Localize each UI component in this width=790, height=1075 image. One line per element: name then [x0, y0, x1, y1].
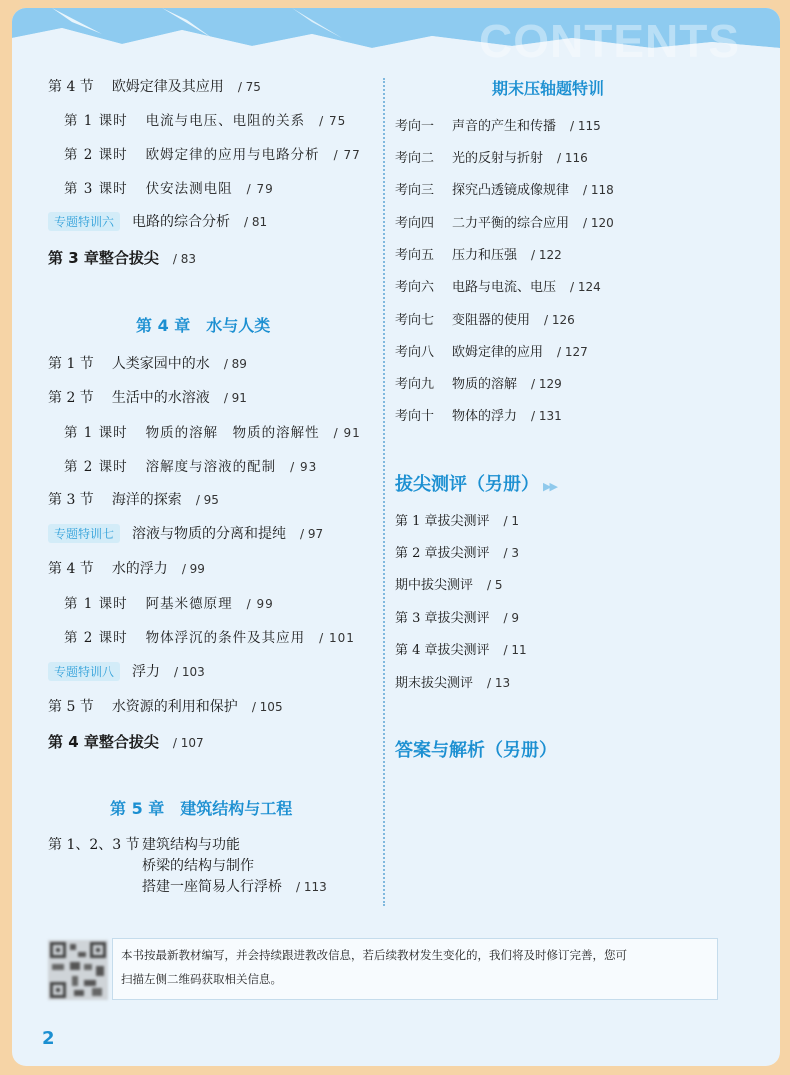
- lesson-label: 第 2 课时: [64, 459, 128, 475]
- toc-c4s4-lesson-1[interactable]: [64, 592, 274, 612]
- test-item-1[interactable]: [395, 510, 519, 529]
- page-ref: / 75: [319, 114, 347, 128]
- toc-chapter-4-summary[interactable]: [48, 731, 204, 752]
- page-ref: / 99: [246, 597, 274, 611]
- test-title: 期中拔尖测评: [395, 578, 474, 593]
- notice-line-1: 本书按最新教材编写，并会持续跟进教改信息，若后续教材发生变化的，我们将及时修订完善，您可: [121, 948, 627, 962]
- special-training-tag: 专题特训六: [48, 212, 120, 231]
- page-ref: / 89: [223, 357, 247, 371]
- page-ref: / 93: [290, 460, 318, 474]
- final-item-7[interactable]: [395, 309, 575, 328]
- toc-c5-title-1[interactable]: 建筑结构与功能: [142, 837, 240, 853]
- lesson-label: 第 1 课时: [64, 425, 128, 441]
- page-ref: / 91: [223, 391, 247, 405]
- test-heading-text: 拔尖测评（另册）: [395, 474, 539, 495]
- page-ref: / 103: [174, 665, 205, 679]
- lesson-title: 阿基米德原理: [145, 596, 233, 612]
- toc-c4s4-lesson-2[interactable]: [64, 626, 355, 646]
- page-ref: / 126: [544, 313, 575, 327]
- section-title: 水的浮力: [111, 561, 168, 577]
- page-ref: / 81: [244, 215, 268, 229]
- item-label: 考向四: [395, 216, 435, 231]
- chapter-summary-title: 第 3 章整合拔尖: [48, 249, 159, 267]
- test-item-3[interactable]: [395, 574, 503, 593]
- toc-c5-title-2[interactable]: 桥梁的结构与制作: [142, 858, 254, 874]
- section-label: 第 2 节: [48, 390, 94, 406]
- item-title: 欧姆定律的应用: [452, 345, 544, 360]
- test-title: 第 1 章拔尖测评: [395, 514, 490, 529]
- toc-c4-section-3[interactable]: [48, 489, 219, 509]
- page-ref: / 83: [172, 252, 197, 266]
- update-notice-box: [112, 938, 718, 1000]
- page-ref: / 77: [333, 148, 361, 162]
- test-title: 第 2 章拔尖测评: [395, 546, 490, 561]
- page-ref: / 75: [237, 80, 261, 94]
- chapter-summary-title: 第 4 章整合拔尖: [48, 733, 159, 751]
- page-ref: / 11: [503, 643, 527, 657]
- page-ref: / 105: [251, 700, 283, 714]
- item-label: 考向十: [395, 409, 435, 424]
- test-item-5[interactable]: [395, 639, 527, 658]
- page-ref: / 91: [333, 426, 361, 440]
- qr-code-image: [48, 940, 108, 1000]
- section-title: 欧姆定律及其应用: [111, 79, 224, 95]
- final-item-1[interactable]: [395, 115, 601, 134]
- item-title: 物体的浮力: [452, 409, 518, 424]
- page-ref: / 13: [487, 676, 511, 690]
- special-training-tag: 专题特训八: [48, 662, 120, 681]
- page-ref: / 99: [181, 562, 205, 576]
- toc-c4-section-1[interactable]: [48, 353, 247, 373]
- item-title: 探究凸透镜成像规律: [452, 183, 570, 198]
- special-title: 浮力: [132, 664, 161, 680]
- answer-heading: 答案与解析（另册）: [395, 740, 557, 761]
- section-label: 第 1 节: [48, 356, 94, 372]
- item-title: 电路与电流、电压: [452, 280, 557, 295]
- item-label: 考向三: [395, 183, 435, 198]
- final-item-4[interactable]: [395, 212, 614, 231]
- page-ref: / 95: [195, 493, 219, 507]
- page-ref: / 107: [172, 736, 204, 750]
- toc-c5-title-3[interactable]: [142, 876, 327, 896]
- final-item-2[interactable]: [395, 147, 588, 166]
- test-heading: [395, 470, 556, 496]
- lesson-title: 伏安法测电阻: [145, 181, 233, 197]
- page-ref: / 9: [503, 611, 520, 625]
- test-title: 期末拔尖测评: [395, 676, 474, 691]
- page-number: 2: [42, 1028, 55, 1049]
- section-label: 第 3 节: [48, 492, 94, 508]
- lesson-label: 第 2 课时: [64, 147, 128, 163]
- chapter-5-heading: 第 5 章 建筑结构与工程: [110, 799, 293, 818]
- section-label: 第 5 节: [48, 699, 94, 715]
- lesson-label: 第 1 课时: [64, 113, 128, 129]
- final-training-heading: 期末压轴题特训: [492, 79, 605, 98]
- toc-c4-section-4[interactable]: [48, 558, 205, 578]
- item-label: 考向九: [395, 377, 435, 392]
- toc-lesson-1[interactable]: [64, 109, 346, 129]
- page-ref: / 1: [503, 514, 520, 528]
- item-title: 压力和压强: [452, 248, 518, 263]
- contents-page: [12, 8, 780, 1066]
- page-ref: / 122: [531, 248, 562, 262]
- section-title: 海洋的探索: [111, 492, 182, 508]
- chapter-4-heading: 第 4 章 水与人类: [136, 316, 271, 335]
- banner-contents-word: CONTENTS: [479, 15, 740, 67]
- final-item-6[interactable]: [395, 276, 601, 295]
- final-item-5[interactable]: [395, 244, 562, 263]
- item-title: 二力平衡的综合应用: [452, 216, 570, 231]
- section-title: 搭建一座简易人行浮桥: [142, 879, 282, 895]
- test-title: 第 3 章拔尖测评: [395, 611, 490, 626]
- toc-section-4[interactable]: [48, 76, 261, 96]
- page-ref: / 3: [503, 546, 520, 560]
- toc-c4-section-2[interactable]: [48, 387, 247, 407]
- double-arrow-icon: ▶▶: [543, 480, 556, 493]
- page-ref: / 129: [531, 377, 562, 391]
- item-label: 考向五: [395, 248, 435, 263]
- toc-c4s2-lesson-2[interactable]: [64, 455, 317, 475]
- toc-c4s2-lesson-1[interactable]: [64, 421, 361, 441]
- toc-c5-sections[interactable]: [48, 834, 140, 854]
- item-title: 变阻器的使用: [452, 313, 531, 328]
- page-ref: / 116: [557, 151, 588, 165]
- page-ref: / 131: [531, 409, 562, 423]
- section-label: 第 4 节: [48, 79, 94, 95]
- final-item-8[interactable]: [395, 341, 588, 360]
- section-title: 水资源的利用和保护: [111, 699, 238, 715]
- item-title: 光的反射与折射: [452, 151, 544, 166]
- item-label: 考向八: [395, 345, 435, 360]
- page-ref: / 127: [557, 345, 588, 359]
- page-ref: / 115: [570, 119, 601, 133]
- page-ref: / 101: [319, 631, 355, 645]
- lesson-title: 溶解度与溶液的配制: [145, 459, 277, 475]
- page-ref: / 113: [296, 880, 327, 894]
- toc-lesson-2[interactable]: [64, 143, 361, 163]
- lesson-label: 第 2 课时: [64, 630, 128, 646]
- section-label: 第 1、2、3 节: [48, 837, 140, 853]
- lesson-title: 欧姆定律的应用与电路分析: [145, 147, 320, 163]
- section-title: 生活中的水溶液: [111, 390, 210, 406]
- page-ref: / 79: [246, 182, 274, 196]
- page-ref: / 97: [300, 527, 324, 541]
- item-label: 考向二: [395, 151, 435, 166]
- final-item-9[interactable]: [395, 373, 562, 392]
- lesson-label: 第 3 课时: [64, 181, 128, 197]
- test-item-6[interactable]: [395, 672, 510, 691]
- toc-chapter-3-summary[interactable]: [48, 247, 196, 268]
- item-label: 考向一: [395, 119, 435, 134]
- item-title: 声音的产生和传播: [452, 119, 557, 134]
- lesson-title: 电流与电压、电阻的关系: [145, 113, 306, 129]
- item-title: 物质的溶解: [452, 377, 518, 392]
- final-item-3[interactable]: [395, 179, 614, 198]
- toc-special-6[interactable]: [48, 211, 267, 231]
- test-title: 第 4 章拔尖测评: [395, 643, 490, 658]
- toc-special-7[interactable]: [48, 523, 323, 543]
- special-training-tag: 专题特训七: [48, 524, 120, 543]
- page-ref: / 124: [570, 280, 601, 294]
- toc-lesson-3[interactable]: [64, 177, 274, 197]
- special-title: 电路的综合分析: [132, 214, 231, 230]
- toc-special-8[interactable]: [48, 661, 205, 681]
- item-label: 考向六: [395, 280, 435, 295]
- page-ref: / 118: [583, 183, 614, 197]
- test-item-4[interactable]: [395, 607, 519, 626]
- lesson-title: 物质的溶解 物质的溶解性: [145, 425, 320, 441]
- section-label: 第 4 节: [48, 561, 94, 577]
- test-item-2[interactable]: [395, 542, 519, 561]
- toc-c4-section-5[interactable]: [48, 696, 283, 716]
- item-label: 考向七: [395, 313, 435, 328]
- notice-line-2: 扫描左侧二维码获取相关信息。: [121, 972, 282, 986]
- column-divider: [383, 78, 385, 906]
- final-item-10[interactable]: [395, 405, 562, 424]
- lesson-label: 第 1 课时: [64, 596, 128, 612]
- special-title: 溶液与物质的分离和提纯: [132, 526, 287, 542]
- page-ref: / 120: [583, 216, 614, 230]
- page-ref: / 5: [487, 578, 503, 592]
- lesson-title: 物体浮沉的条件及其应用: [145, 630, 306, 646]
- section-title: 人类家园中的水: [111, 356, 210, 372]
